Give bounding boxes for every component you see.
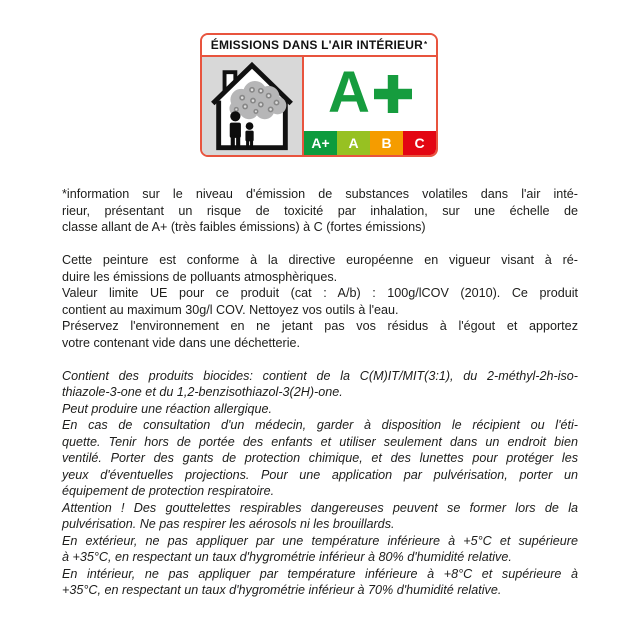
text-line: classe allant de A+ (très faibles émissions) à C (fortes émissions) [62,220,426,234]
paragraph [62,566,578,599]
paragraph [62,285,578,318]
house-icon [202,57,302,155]
text-line: Contient des produits biocides: contient de la C(M)IT/MIT(3:1), du 2-méthyl-2h-iso- [62,368,578,383]
text-line: Préservez l'environnement en ne jetant pas vos résidus à l'égout et apportez [62,319,578,333]
text-line: Valeur limite UE pour ce produit (cat : A/b) : 100g/lCOV (2010). Ce produit [62,286,578,300]
scale-cell-c: C [403,131,436,155]
body-text [62,186,578,599]
emissions-label [200,33,438,157]
text-line: Cette peinture est conforme à la directive européenne en vigueur visant à ré- [62,253,578,267]
text-line: quette. Tenir hors de portée des enfants et utiliser seulement dans un endroit bien [62,434,578,449]
text-line: à +35°C, en respectant un taux d'hygrométrie inférieur à 80% d'humidité relative. [62,550,512,564]
text-line: votre contenant vide dans une déchetterie. [62,335,301,350]
paragraph [62,500,578,533]
text-line: Attention ! Des gouttelettes respirables dangereuses peuvent se former lors de la [62,500,578,515]
emissions-label-content [202,57,436,155]
rating-panel [304,57,436,155]
text-line: contient au maximum 30g/l COV. Nettoyez vos outils à l'eau. [62,302,399,317]
emissions-label-title-text: ÉMISSIONS DANS L'AIR INTÉRIEUR [210,38,423,52]
paragraph [62,318,578,351]
paragraph [62,252,578,285]
text-line: En cas de consultation d'un médecin, garder à disposition le récipient ou l'éti- [62,418,578,432]
scale-cell-a: A [337,131,370,155]
paragraph [62,417,578,500]
text-line: pulvérisation. Ne pas respirer les aérosols ni les brouillards. [62,517,395,531]
rating-value [304,57,436,131]
text-line: duire les émissions de polluants atmosphèriques. [62,269,338,284]
text-line: rieur, présentant un risque de toxicité par inhalation, sur une échelle de [62,203,578,218]
text-line: équipement de protection respiratoire. [62,484,275,498]
text-line: ventilé. Porter des gants de protection chimique, et des lunettes pour protéger les [62,451,578,465]
scale-cell-b: B [370,131,403,155]
paragraph [62,186,578,236]
text-line: Peut produire une réaction allergique. [62,401,273,416]
paragraph [62,401,578,418]
emissions-scale [304,131,436,155]
paragraph [62,368,578,401]
scale-cell-a-plus: A+ [304,131,337,155]
house-panel [202,57,304,155]
text-line: yeux d'éventuelles projections. Pour une application par pulvérisation, porter un [62,467,578,482]
text-line: *information sur le niveau d'émission de substances volatiles dans l'air inté- [62,187,578,201]
emissions-label-title: ÉMISSIONS DANS L'AIR INTÉRIEUR * [202,35,436,57]
text-line: En intérieur, ne pas appliquer par température inférieure à +8°C et supérieure à [62,566,578,581]
text-line: En extérieur, ne pas appliquer par une température inférieure à +5°C et supérieure [62,533,578,548]
paragraph [62,533,578,566]
text-line: +35°C, en respectant un taux d'hygrométrie inférieur à 70% d'humidité relative. [62,583,502,597]
plus-icon [374,75,412,113]
rating-letter: A [328,60,368,125]
text-line: thiazole-3-one et du 1,2-benzisothiazol-3(2H)-one. [62,385,343,399]
